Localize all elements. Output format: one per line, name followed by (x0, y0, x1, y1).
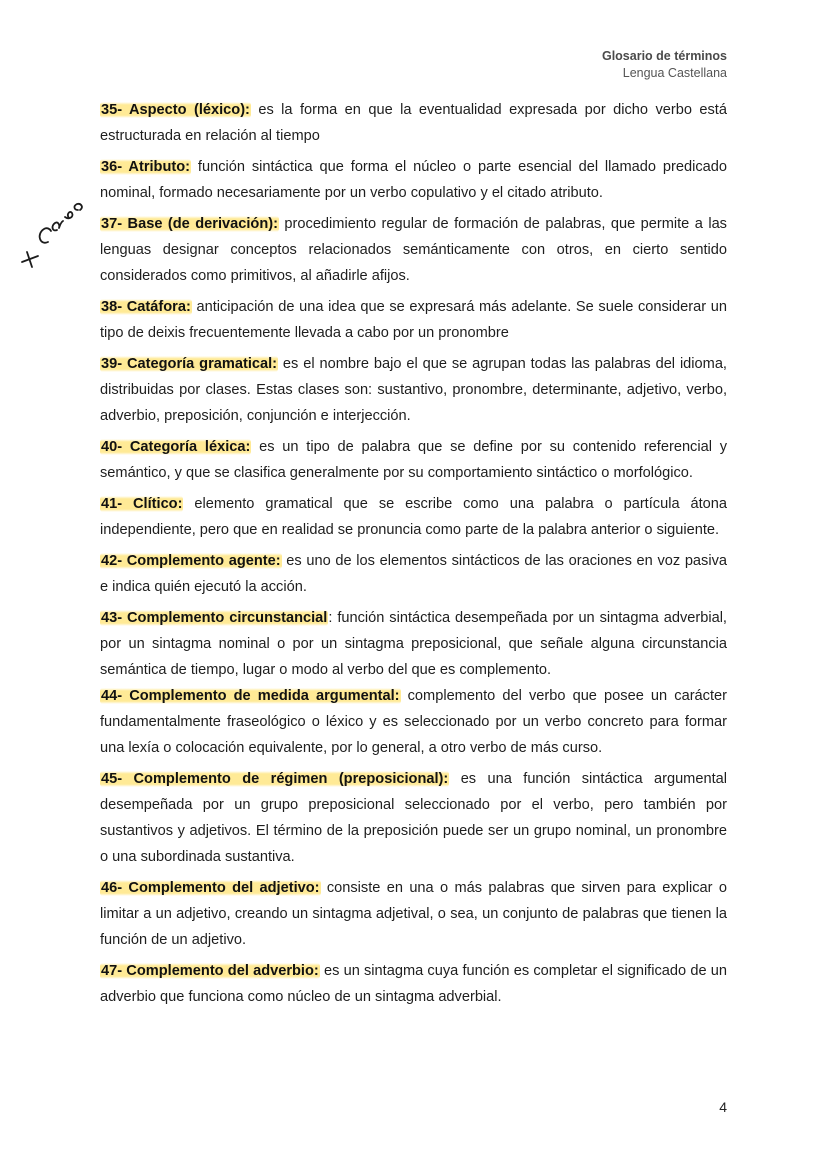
entry-term: 43- Complemento circunstancial (101, 610, 328, 626)
glossary-entries (100, 97, 727, 1015)
page-number: 4 (719, 1099, 727, 1115)
page-header (602, 48, 727, 82)
entry-definition: procedimiento regular de formación de palabras, que permite a las lenguas designar conceptos relacionados semánticamente con otros, en cierto sentido considerados como primitivos, al añadirle afijos. (100, 216, 727, 284)
entry-term: 39- Categoría gramatical: (101, 356, 278, 372)
glossary-entry-35 (100, 97, 727, 149)
entry-definition: complemento del verbo que posee un carácter fundamentalmente fraseológico o léxico y es seleccionado por un verbo concreto para formar una lexía o colocación equivalente, por lo general, a otro verbo de más curso. (100, 688, 727, 756)
glossary-entry-39 (100, 351, 727, 429)
glossary-entry-43 (100, 605, 727, 683)
entry-term: 46- Complemento del adjetivo: (101, 880, 320, 896)
entry-definition: es una función sintáctica argumental desempeñada por un grupo preposicional seleccionado por el verbo, pero también por sustantivos y adjetivos. El término de la preposición puede ser un grupo nominal, un pronombre o una subordinada sustantiva. (100, 771, 727, 865)
entry-term: 36- Atributo: (101, 159, 191, 175)
entry-term: 44- Complemento de medida argumental: (101, 688, 400, 704)
entry-term: 41- Clítico: (101, 496, 183, 512)
glossary-entry-47 (100, 958, 727, 1010)
glossary-entry-42 (100, 548, 727, 600)
entry-definition: es un tipo de palabra que se define por su contenido referencial y semántico, y que se clasifica generalmente por su comportamiento sintáctico o morfológico. (100, 439, 728, 481)
entry-definition: : función sintáctica desempeñada por un sintagma adverbial, por un sintagma nominal o por un sintagma preposicional, que señale alguna circunstancia semántica de tiempo, lugar o modo al verbo del que es complemento. (100, 610, 727, 678)
entry-definition: función sintáctica que forma el núcleo o parte esencial del llamado predicado nominal, formado necesariamente por un verbo copulativo y el citado atributo. (100, 159, 728, 201)
document-subtitle: Lengua Castellana (622, 66, 727, 80)
entry-definition: es la forma en que la eventualidad expresada por dicho verbo está estructurada en relación al tiempo (100, 102, 727, 144)
entry-term: 35- Aspecto (léxico): (101, 102, 250, 118)
glossary-entry-38 (100, 294, 727, 346)
entry-term: 38- Catáfora: (101, 299, 191, 315)
entry-term: 37- Base (de derivación): (101, 216, 278, 232)
document-title: Glosario de términos (601, 49, 727, 63)
glossary-entry-36 (100, 154, 727, 206)
handwritten-note (14, 196, 94, 276)
glossary-entry-46 (100, 875, 727, 953)
glossary-entry-40 (100, 434, 727, 486)
entry-term: 42- Complemento agente: (101, 553, 281, 569)
glossary-entry-41 (100, 491, 727, 543)
entry-definition: es el nombre bajo el que se agrupan todas las palabras del idioma, distribuidas por clases. Estas clases son: sustantivo, pronombre, determinante, adjetivo, verbo, adverbio, preposición, conjunción e interjección. (100, 356, 727, 424)
glossary-entry-44 (100, 683, 727, 761)
entry-definition: consiste en una o más palabras que sirven para explicar o limitar a un adjetivo, creando un sintagma adjetival, o sea, un conjunto de palabras que tienen la función de un adjetivo. (100, 880, 727, 948)
entry-definition: elemento gramatical que se escribe como una palabra o partícula átona independiente, pero que en realidad se pronuncia como parte de la palabra anterior o siguiente. (100, 496, 727, 538)
entry-term: 47- Complemento del adverbio: (101, 963, 319, 979)
entry-definition: es un sintagma cuya función es completar el significado de un adverbio que funciona como núcleo de un sintagma adverbial. (100, 963, 727, 1005)
glossary-entry-45 (100, 766, 727, 870)
entry-term: 45- Complemento de régimen (preposicional): (101, 771, 449, 787)
entry-definition: es uno de los elementos sintácticos de las oraciones en voz pasiva e indica quién ejecutó la acción. (100, 553, 727, 595)
entry-term: 40- Categoría léxica: (101, 439, 251, 455)
entry-definition: anticipación de una idea que se expresará más adelante. Se suele considerar un tipo de deixis frecuentemente llevada a cabo por un pronombre (100, 299, 727, 341)
glossary-entry-37 (100, 211, 727, 289)
